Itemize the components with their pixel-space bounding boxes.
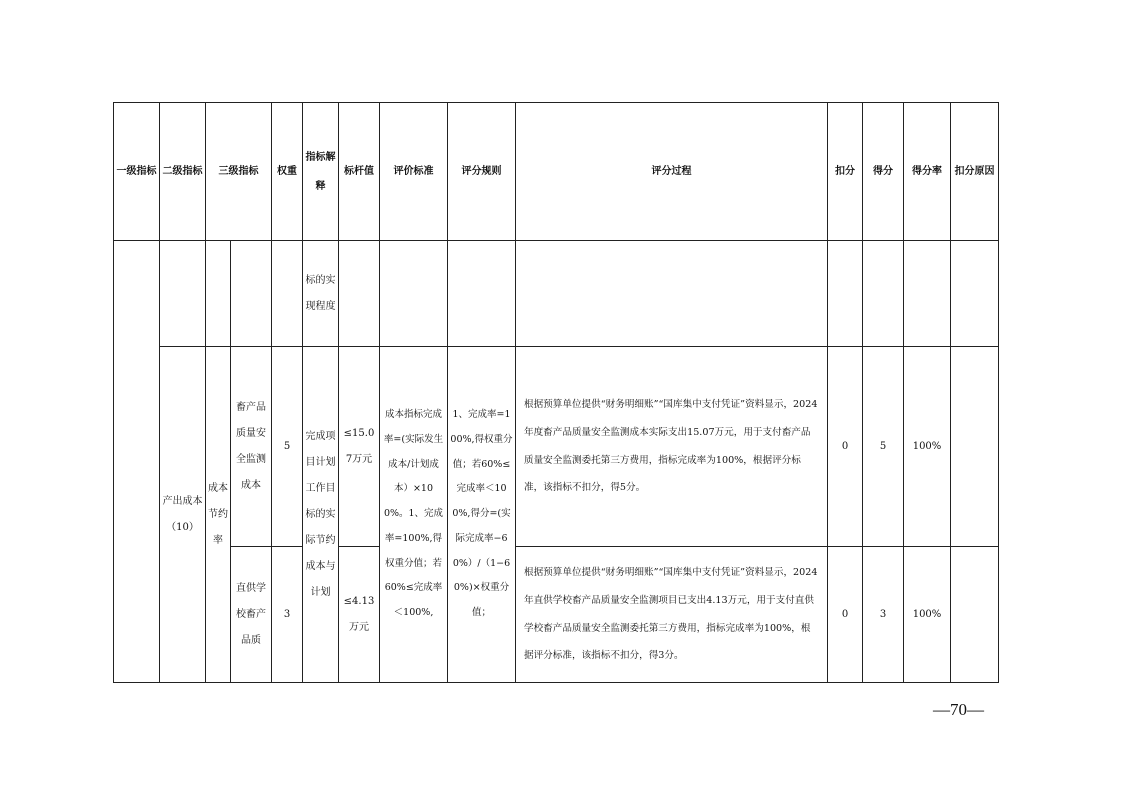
deduct-cell: 0 bbox=[828, 547, 863, 683]
benchmark-cell: ≤4.13万元 bbox=[339, 547, 380, 683]
criteria-cell bbox=[380, 241, 448, 347]
deduct-reason-cell bbox=[951, 347, 999, 547]
rules-cell bbox=[448, 241, 516, 347]
score-cell bbox=[863, 241, 904, 347]
score-cell: 5 bbox=[863, 347, 904, 547]
score-rate-cell: 100% bbox=[904, 347, 951, 547]
level3b-cell: 畜产品质量安全监测成本 bbox=[231, 347, 272, 547]
rules-cell: 1、完成率=100%,得权重分值；若60%≤完成率＜100%,得分=(实际完成率−60%）/（1−60%)×权重分值； bbox=[448, 347, 516, 683]
header-level2: 二级指标 bbox=[160, 103, 206, 241]
score-rate-cell bbox=[904, 241, 951, 347]
header-explain: 指标解释 bbox=[303, 103, 339, 241]
level2-cell bbox=[160, 241, 206, 347]
header-row bbox=[114, 103, 999, 241]
header-score-rate: 得分率 bbox=[904, 103, 951, 241]
weight-cell: 5 bbox=[272, 347, 303, 547]
level3b-cell: 直供学校畜产品质 bbox=[231, 547, 272, 683]
score-rate-cell: 100% bbox=[904, 547, 951, 683]
header-deduct-reason: 扣分原因 bbox=[951, 103, 999, 241]
header-score: 得分 bbox=[863, 103, 904, 241]
evaluation-table bbox=[113, 102, 999, 683]
header-level1: 一级指标 bbox=[114, 103, 160, 241]
benchmark-cell: ≤15.07万元 bbox=[339, 347, 380, 547]
criteria-cell: 成本指标完成率=(实际发生成本/计划成本）×100%。1、完成率=100%,得权重分值；若60%≤完成率＜100%, bbox=[380, 347, 448, 683]
deduct-reason-cell bbox=[951, 241, 999, 347]
weight-cell bbox=[272, 241, 303, 347]
header-process: 评分过程 bbox=[516, 103, 828, 241]
table-row bbox=[114, 241, 999, 347]
header-weight: 权重 bbox=[272, 103, 303, 241]
level1-cell bbox=[114, 241, 160, 683]
weight-cell: 3 bbox=[272, 547, 303, 683]
header-benchmark: 标杆值 bbox=[339, 103, 380, 241]
level3a-cell: 成本节约率 bbox=[206, 347, 231, 683]
header-rules: 评分规则 bbox=[448, 103, 516, 241]
explain-cell: 完成项目计划工作目标的实际节约成本与计划 bbox=[303, 347, 339, 683]
deduct-reason-cell bbox=[951, 547, 999, 683]
deduct-cell bbox=[828, 241, 863, 347]
explain-cell: 标的实现程度 bbox=[303, 241, 339, 347]
table-row bbox=[114, 547, 999, 683]
header-deduct: 扣分 bbox=[828, 103, 863, 241]
score-cell: 3 bbox=[863, 547, 904, 683]
benchmark-cell bbox=[339, 241, 380, 347]
level2-cell: 产出成本（10） bbox=[160, 347, 206, 683]
process-cell bbox=[516, 241, 828, 347]
page-number: —70— bbox=[933, 700, 984, 719]
process-cell: 根据预算单位提供“财务明细账”“国库集中支付凭证”资料显示，2024年直供学校畜产品质量安全监测项目已支出4.13万元，用于支付直供学校畜产品质量安全监测委托第三方费用，指标完成率为100%，根据评分标准，该指标不扣分，得3分。 bbox=[516, 547, 828, 683]
level3a-cell bbox=[206, 241, 231, 347]
process-cell: 根据预算单位提供“财务明细账”“国库集中支付凭证”资料显示，2024年度畜产品质量安全监测成本实际支出15.07万元，用于支付畜产品质量安全监测委托第三方费用，指标完成率为100%，根据评分标准，该指标不扣分，得5分。 bbox=[516, 347, 828, 547]
header-level3: 三级指标 bbox=[206, 103, 272, 241]
header-criteria: 评价标准 bbox=[380, 103, 448, 241]
deduct-cell: 0 bbox=[828, 347, 863, 547]
level3b-cell bbox=[231, 241, 272, 347]
table-row bbox=[114, 347, 999, 547]
